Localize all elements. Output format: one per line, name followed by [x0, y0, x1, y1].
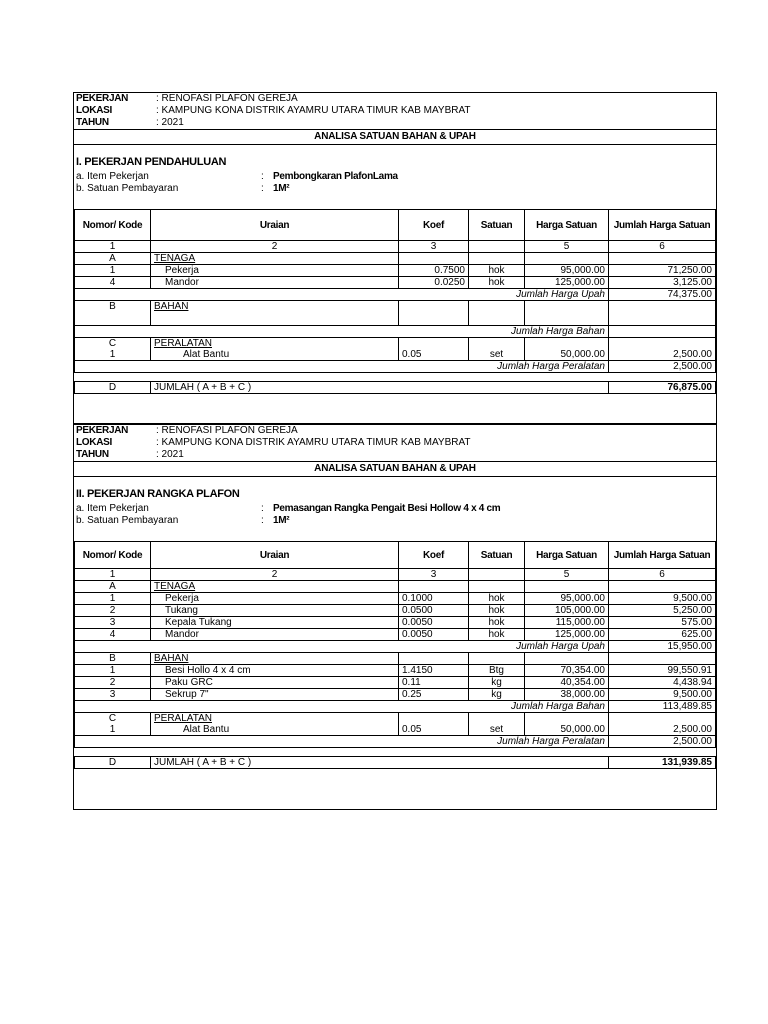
row-satuan: hok: [469, 593, 525, 605]
spacer-row: [75, 748, 716, 757]
bahan-group-row: [75, 301, 716, 326]
subtotal-label: Jumlah Harga Peralatan: [75, 361, 609, 373]
table-row: [75, 677, 716, 689]
row-no: 1: [75, 265, 151, 277]
peralatan-group-row: [75, 338, 716, 350]
row-no: 4: [75, 629, 151, 641]
num-cell: 6: [609, 569, 716, 581]
group-label: BAHAN: [154, 301, 189, 312]
total-label: JUMLAH ( A + B + C ): [151, 757, 609, 769]
subtotal-value: [609, 326, 716, 338]
row-uraian: Pekerja: [151, 593, 399, 605]
section-info: [74, 477, 716, 531]
total-label: JUMLAH ( A + B + C ): [151, 382, 609, 394]
subtotal-label: Jumlah Harga Bahan: [75, 701, 609, 713]
row-harga: 105,000.00: [525, 605, 609, 617]
row-jumlah: 4,438.94: [609, 677, 716, 689]
row-harga: 125,000.00: [525, 629, 609, 641]
table-header-row: [75, 542, 716, 569]
col-satuan: Satuan: [469, 542, 525, 569]
group-code: B: [75, 301, 151, 326]
group-code: A: [75, 581, 151, 593]
satuan-label: b. Satuan Pembayaran: [76, 183, 179, 194]
num-cell: [469, 241, 525, 253]
row-uraian: Sekrup 7": [151, 689, 399, 701]
row-jumlah: 3,125.00: [609, 277, 716, 289]
row-koef: 0.05: [399, 349, 469, 361]
table-row: [75, 593, 716, 605]
num-cell: 1: [75, 241, 151, 253]
spacer-row: [75, 373, 716, 382]
colon: :: [261, 515, 264, 526]
row-no: 2: [75, 605, 151, 617]
row-harga: 95,000.00: [525, 593, 609, 605]
tahun-value: : 2021: [156, 117, 184, 128]
tahun-label: TAHUN: [76, 449, 109, 460]
row-jumlah: 9,500.00: [609, 593, 716, 605]
row-koef: 0.0500: [399, 605, 469, 617]
subtotal-row: [75, 641, 716, 653]
lokasi-value: : KAMPUNG KONA DISTRIK AYAMRU UTARA TIMUR KAB MAYBRAT: [156, 437, 471, 448]
analysis-title: ANALISA SATUAN BAHAN & UPAH: [74, 461, 716, 477]
row-satuan: hok: [469, 629, 525, 641]
row-harga: 125,000.00: [525, 277, 609, 289]
table-row: [75, 617, 716, 629]
item-label: a. Item Pekerjan: [76, 503, 149, 514]
row-jumlah: 9,500.00: [609, 689, 716, 701]
row-no: 4: [75, 277, 151, 289]
subtotal-value: 15,950.00: [609, 641, 716, 653]
row-satuan: set: [469, 349, 525, 361]
numbering-row: [75, 569, 716, 581]
group-label: PERALATAN: [154, 338, 212, 349]
total-code: D: [75, 757, 151, 769]
row-jumlah: 2,500.00: [609, 349, 716, 361]
row-jumlah: 5,250.00: [609, 605, 716, 617]
row-jumlah: 2,500.00: [609, 724, 716, 736]
row-satuan: hok: [469, 605, 525, 617]
num-cell: 2: [151, 569, 399, 581]
subtotal-row: [75, 289, 716, 301]
row-no: 1: [75, 665, 151, 677]
pekerjan-value: : RENOFASI PLAFON GEREJA: [156, 425, 298, 436]
row-no: 1: [75, 349, 151, 361]
table-header-row: [75, 210, 716, 241]
subtotal-row: [75, 361, 716, 373]
num-cell: 5: [525, 569, 609, 581]
project-header: [74, 93, 716, 129]
row-harga: 115,000.00: [525, 617, 609, 629]
row-satuan: hok: [469, 265, 525, 277]
row-harga: 70,354.00: [525, 665, 609, 677]
colon: :: [261, 171, 264, 182]
row-no: 1: [75, 724, 151, 736]
analysis-block-1: [73, 92, 717, 424]
subtotal-label: Jumlah Harga Peralatan: [75, 736, 609, 748]
table-row: [75, 629, 716, 641]
row-jumlah: 625.00: [609, 629, 716, 641]
table-row: [75, 724, 716, 736]
project-header: [74, 425, 716, 461]
group-label: PERALATAN: [154, 713, 212, 724]
group-code: C: [75, 338, 151, 350]
col-harga: Harga Satuan: [525, 542, 609, 569]
table-row: [75, 689, 716, 701]
bahan-group-row: [75, 653, 716, 665]
num-cell: 1: [75, 569, 151, 581]
row-uraian: Mandor: [151, 277, 399, 289]
subtotal-value: 2,500.00: [609, 736, 716, 748]
row-harga: 38,000.00: [525, 689, 609, 701]
col-harga: Harga Satuan: [525, 210, 609, 241]
row-koef: 0.0050: [399, 629, 469, 641]
grand-total-row: [75, 382, 716, 394]
row-no: 3: [75, 689, 151, 701]
num-cell: 5: [525, 241, 609, 253]
row-uraian: Alat Bantu: [151, 724, 399, 736]
subtotal-value: 113,489.85: [609, 701, 716, 713]
total-code: D: [75, 382, 151, 394]
item-label: a. Item Pekerjan: [76, 171, 149, 182]
row-uraian: Mandor: [151, 629, 399, 641]
row-jumlah: 71,250.00: [609, 265, 716, 277]
row-koef: 1.4150: [399, 665, 469, 677]
row-uraian: Kepala Tukang: [151, 617, 399, 629]
row-koef: 0.0050: [399, 617, 469, 629]
group-label: BAHAN: [154, 653, 189, 664]
row-satuan: hok: [469, 277, 525, 289]
row-satuan: set: [469, 724, 525, 736]
total-value: 131,939.85: [609, 757, 716, 769]
num-cell: 3: [399, 241, 469, 253]
row-no: 1: [75, 593, 151, 605]
pekerjan-label: PEKERJAN: [76, 425, 129, 436]
row-uraian: Paku GRC: [151, 677, 399, 689]
analysis-table: [74, 209, 716, 394]
item-value: Pemasangan Rangka Pengait Besi Hollow 4 x 4 cm: [273, 503, 501, 514]
row-koef: 0.11: [399, 677, 469, 689]
row-harga: 50,000.00: [525, 724, 609, 736]
row-satuan: kg: [469, 689, 525, 701]
row-jumlah: 575.00: [609, 617, 716, 629]
table-row: [75, 605, 716, 617]
group-code: C: [75, 713, 151, 725]
table-row: [75, 277, 716, 289]
tenaga-group-row: [75, 581, 716, 593]
colon: :: [261, 183, 264, 194]
total-value: 76,875.00: [609, 382, 716, 394]
row-uraian: Besi Hollo 4 x 4 cm: [151, 665, 399, 677]
group-code: B: [75, 653, 151, 665]
row-koef: 0.7500: [399, 265, 469, 277]
analysis-title: ANALISA SATUAN BAHAN & UPAH: [74, 129, 716, 145]
pekerjan-label: PEKERJAN: [76, 93, 129, 104]
tahun-label: TAHUN: [76, 117, 109, 128]
row-harga: 40,354.00: [525, 677, 609, 689]
row-koef: 0.05: [399, 724, 469, 736]
group-label: TENAGA: [154, 581, 196, 592]
subtotal-value: 2,500.00: [609, 361, 716, 373]
satuan-label: b. Satuan Pembayaran: [76, 515, 179, 526]
col-uraian: Uraian: [151, 542, 399, 569]
row-harga: 50,000.00: [525, 349, 609, 361]
col-jumlah: Jumlah Harga Satuan: [609, 210, 716, 241]
row-satuan: kg: [469, 677, 525, 689]
pekerjan-value: : RENOFASI PLAFON GEREJA: [156, 93, 298, 104]
col-nomor: Nomor/ Kode: [75, 210, 151, 241]
col-uraian: Uraian: [151, 210, 399, 241]
lokasi-label: LOKASI: [76, 437, 112, 448]
analysis-block-2: [73, 424, 717, 810]
row-koef: 0.0250: [399, 277, 469, 289]
satuan-value: 1M²: [273, 183, 290, 194]
lokasi-label: LOKASI: [76, 105, 112, 116]
row-harga: 95,000.00: [525, 265, 609, 277]
row-koef: 0.1000: [399, 593, 469, 605]
row-uraian: Pekerja: [151, 265, 399, 277]
peralatan-group-row: [75, 713, 716, 725]
section-title: I. PEKERJAN PENDAHULUAN: [76, 156, 227, 168]
row-satuan: hok: [469, 617, 525, 629]
item-value: Pembongkaran PlafonLama: [273, 171, 398, 182]
subtotal-label: Jumlah Harga Bahan: [75, 326, 609, 338]
satuan-value: 1M²: [273, 515, 290, 526]
table-row: [75, 665, 716, 677]
num-cell: 3: [399, 569, 469, 581]
colon: :: [261, 503, 264, 514]
col-jumlah: Jumlah Harga Satuan: [609, 542, 716, 569]
subtotal-label: Jumlah Harga Upah: [75, 641, 609, 653]
col-satuan: Satuan: [469, 210, 525, 241]
group-code: A: [75, 253, 151, 265]
table-row: [75, 265, 716, 277]
table-row: [75, 349, 716, 361]
section-info: [74, 145, 716, 199]
num-cell: 2: [151, 241, 399, 253]
subtotal-label: Jumlah Harga Upah: [75, 289, 609, 301]
row-no: 2: [75, 677, 151, 689]
group-label: TENAGA: [154, 253, 196, 264]
num-cell: 6: [609, 241, 716, 253]
row-jumlah: 99,550.91: [609, 665, 716, 677]
subtotal-value: 74,375.00: [609, 289, 716, 301]
lokasi-value: : KAMPUNG KONA DISTRIK AYAMRU UTARA TIMUR KAB MAYBRAT: [156, 105, 471, 116]
row-satuan: Btg: [469, 665, 525, 677]
grand-total-row: [75, 757, 716, 769]
row-uraian: Alat Bantu: [151, 349, 399, 361]
col-nomor: Nomor/ Kode: [75, 542, 151, 569]
subtotal-row: [75, 701, 716, 713]
num-cell: [469, 569, 525, 581]
row-no: 3: [75, 617, 151, 629]
section-title: II. PEKERJAN RANGKA PLAFON: [76, 488, 240, 500]
tahun-value: : 2021: [156, 449, 184, 460]
row-koef: 0.25: [399, 689, 469, 701]
col-koef: Koef: [399, 210, 469, 241]
subtotal-row: [75, 736, 716, 748]
subtotal-row: [75, 326, 716, 338]
row-uraian: Tukang: [151, 605, 399, 617]
numbering-row: [75, 241, 716, 253]
tenaga-group-row: [75, 253, 716, 265]
analysis-table: [74, 541, 716, 769]
col-koef: Koef: [399, 542, 469, 569]
